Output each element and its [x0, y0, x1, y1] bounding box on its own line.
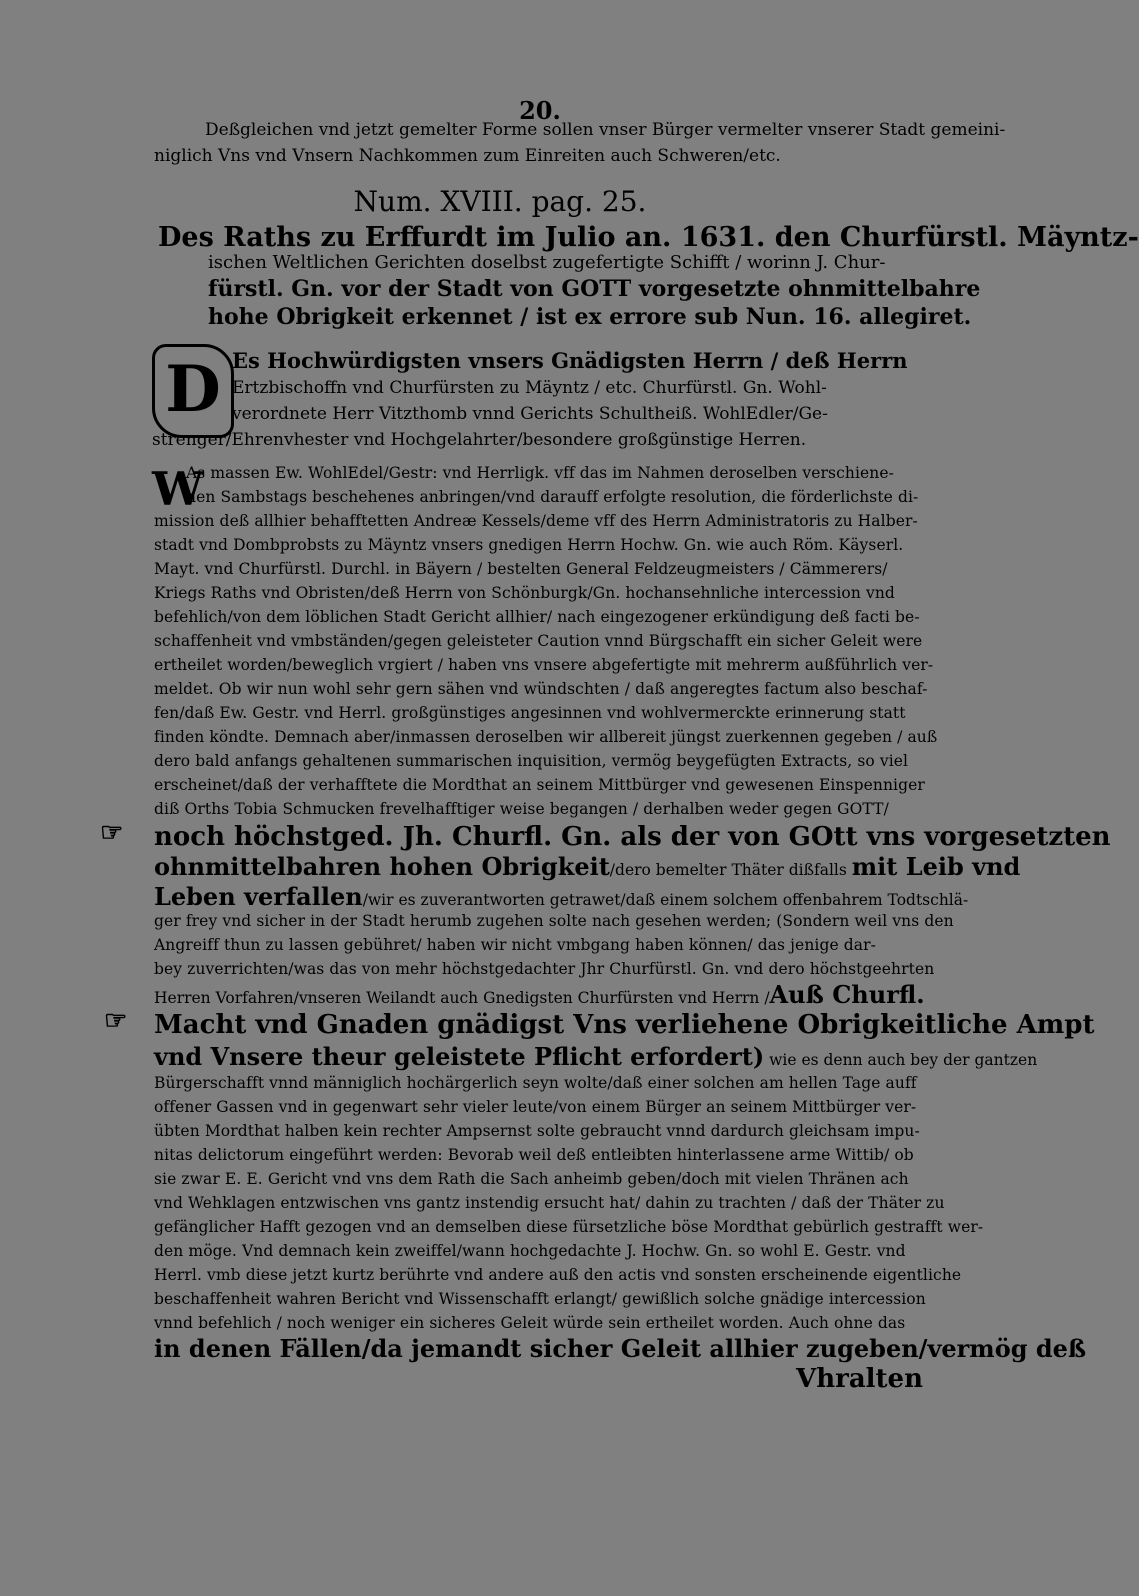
pointing-hand-icon: ☞ — [100, 818, 124, 848]
body-line: bey zuverrichten/was das von mehr höchstgedachter Jhr Churfürstl. Gn. vnd dero höchstgeehrten — [154, 960, 935, 978]
body-line: Mayt. vnd Churfürstl. Durchl. in Bäyern / bestelten General Feldzeugmeisters / Cämmerers/ — [154, 560, 888, 578]
salutation-line-1: Es Hochwürdigsten vnsers Gnädigsten Herrn / deß Herrn — [232, 348, 908, 373]
body-line: finden köndte. Demnach aber/inmassen deroselben wir allbereit jüngst zuerkennen gegeben / auß — [154, 728, 938, 746]
emphasis-rest: /dero bemelter Thäter dißfalls — [609, 861, 847, 879]
body-line: Bürgerschafft vnnd männiglich hochärgerlich seyn wolte/daß einer solchen am hellen Tage auff — [154, 1074, 917, 1092]
body-line: mission deß allhier behafftetten Andreæ Kessels/deme vff des Herrn Administratoris zu Halber- — [154, 512, 918, 530]
body-line: sie zwar E. E. Gericht vnd vns dem Rath die Sach anheimb geben/doch mit vielen Thränen ach — [154, 1170, 909, 1188]
body-line: erscheinet/daß der verhafftete die Mordthat an seinem Mittbürger vnd gewesenen Einspenniger — [154, 776, 925, 794]
emphasis-rest: /wir es zuverantworten getrawet/daß einem solchem offenbahrem Todtschlä- — [362, 891, 969, 909]
catchword: Vhralten — [796, 1364, 923, 1394]
emphasis-line-2 — [154, 852, 1020, 881]
body-line: meldet. Ob wir nun wohl sehr gern sähen vnd wündschten / daß angeregtes factum also beschaf- — [154, 680, 928, 698]
body-line: den möge. Vnd demnach kein zweiffel/wann hochgedachte J. Hochw. Gn. so wohl E. Gestr. vnd — [154, 1242, 906, 1260]
emphasis-line-4 — [154, 980, 925, 1009]
body-line: As massen Ew. WohlEdel/Gestr: vnd Herrligk. vff das im Nahmen deroselben verschiene- — [186, 464, 894, 482]
title-line-1: Des Raths zu Erffurdt im Julio an. 1631. den Churfürstl. Mäyntz- — [158, 222, 1139, 253]
body-line: schaffenheit vnd vmbständen/gegen geleisteter Caution vnnd Bürgschafft ein sicher Geleit were — [154, 632, 923, 650]
emphasis-line-1: noch höchstged. Jh. Churfl. Gn. als der von GOtt vns vorgesetzten — [154, 822, 1111, 852]
intro-line-2: niglich Vns vnd Vnsern Nachkommen zum Einreiten auch Schweren/etc. — [154, 146, 781, 166]
title-line-4: hohe Obrigkeit erkennet / ist ex errore sub Nun. 16. allegiret. — [208, 304, 972, 330]
emphasis-bold: ohnmittelbahren hohen Obrigkeit — [154, 852, 610, 881]
body-line: Herrl. vmb diese jetzt kurtz berührte vnd andere auß den actis vnd sonsten erscheinende eigentliche — [154, 1266, 962, 1284]
body-line: befehlich/von dem löblichen Stadt Gericht allhier/ nach eingezogener erkündigung deß facti be- — [154, 608, 920, 626]
section-heading: Num. XVIII. pag. 25. — [353, 185, 647, 218]
body-line: nen Sambstags beschehenes anbringen/vnd darauff erfolgte resolution, die förderlichste di- — [186, 488, 919, 506]
emphasis-line-3 — [154, 882, 968, 911]
second-initial: W — [152, 462, 204, 516]
emphasis-rest: Herren Vorfahren/vnseren Weilandt auch Gnedigsten Churfürsten vnd Herrn / — [154, 989, 770, 1007]
intro-line-1: Deßgleichen vnd jetzt gemelter Forme sollen vnser Bürger vermelter vnserer Stadt gemeini- — [205, 120, 1006, 140]
body-line: diß Orths Tobia Schmucken frevelhafftiger weise begangen / derhalben weder gegen GOTT/ — [154, 800, 889, 818]
page-number: 20. — [519, 96, 561, 125]
body-line: vnd Wehklagen entzwischen vns gantz instendig ersucht hat/ dahin zu trachten / daß der Thäter zu — [154, 1194, 945, 1212]
body-line: fen/daß Ew. Gestr. vnd Herrl. großgünstiges angesinnen vnd wohlvermerckte erinnerung statt — [154, 704, 906, 722]
emphasis-bold: vnd Vnsere theur geleistete Pflicht erfordert) — [154, 1042, 765, 1071]
body-line: gefänglicher Hafft gezogen vnd an demselben diese fürsetzliche böse Mordthat gebürlich gestrafft wer- — [154, 1218, 984, 1236]
salutation-line-2: Ertzbischoffn vnd Churfürsten zu Mäyntz / etc. Churfürstl. Gn. Wohl- — [232, 378, 827, 398]
decorated-initial: D — [152, 344, 234, 438]
body-line: dero bald anfangs gehaltenen summarischen inquisition, vermög beygefügten Extracts, so viel — [154, 752, 909, 770]
title-line-2: ischen Weltlichen Gerichten doselbst zugefertigte Schifft / worinn J. Chur- — [208, 252, 886, 273]
body-line: ertheilet worden/beweglich vrgiert / haben vns vnsere abgefertigte mit mehrerm außführlich ver- — [154, 656, 934, 674]
salutation-line-3: verordnete Herr Vitzthomb vnnd Gerichts Schultheiß. WohlEdler/Ge- — [232, 404, 828, 424]
body-line: vnnd befehlich / noch weniger ein sicheres Geleit würde sein ertheilet worden. Auch ohne das — [154, 1314, 906, 1332]
emphasis-tail: mit Leib vnd — [851, 852, 1021, 881]
body-line: Kriegs Raths vnd Obristen/deß Herrn von Schönburgk/Gn. hochansehnliche intercession vnd — [154, 584, 895, 602]
emphasis-line-5: Macht vnd Gnaden gnädigst Vns verliehene Obrigkeitliche Ampt — [154, 1010, 1095, 1040]
emphasis-bold: Auß Churfl. — [769, 980, 925, 1009]
title-line-3: fürstl. Gn. vor der Stadt von GOTT vorgesetzte ohnmittelbahre — [208, 276, 981, 302]
body-line: stadt vnd Dombprobsts zu Mäyntz vnsers gnedigen Herrn Hochw. Gn. wie auch Röm. Käyserl. — [154, 536, 904, 554]
body-line: Angreiff thun zu lassen gebühret/ haben wir nicht vmbgang haben können/ das jenige dar- — [154, 936, 876, 954]
emphasis-bold: Leben verfallen — [154, 882, 363, 911]
body-line: beschaffenheit wahren Bericht vnd Wissenschafft erlangt/ gewißlich solche gnädige intercession — [154, 1290, 926, 1308]
emphasis-rest: wie es denn auch bey der gantzen — [764, 1051, 1038, 1069]
body-line: ger frey vnd sicher in der Stadt herumb zugehen solte nach gesehen werden; (Sondern weil vns den — [154, 912, 954, 930]
body-line: übten Mordthat halben kein rechter Ampsernst solte gebraucht vnnd dardurch gleichsam impu- — [154, 1122, 920, 1140]
body-line: nitas delictorum eingeführt werden: Bevorab weil deß entleibten hinterlassene arme Wittib/ ob — [154, 1146, 914, 1164]
body-line: offener Gassen vnd in gegenwart sehr vieler leute/von einem Bürger an seinem Mittbürger ver- — [154, 1098, 917, 1116]
salutation-line-4: strenger/Ehrenvhester vnd Hochgelahrter/besondere großgünstige Herren. — [152, 430, 807, 450]
final-line: in denen Fällen/da jemandt sicher Geleit allhier zugeben/vermög deß — [154, 1334, 1087, 1363]
emphasis-line-6 — [154, 1042, 1037, 1071]
pointing-hand-icon: ☞ — [104, 1006, 128, 1036]
